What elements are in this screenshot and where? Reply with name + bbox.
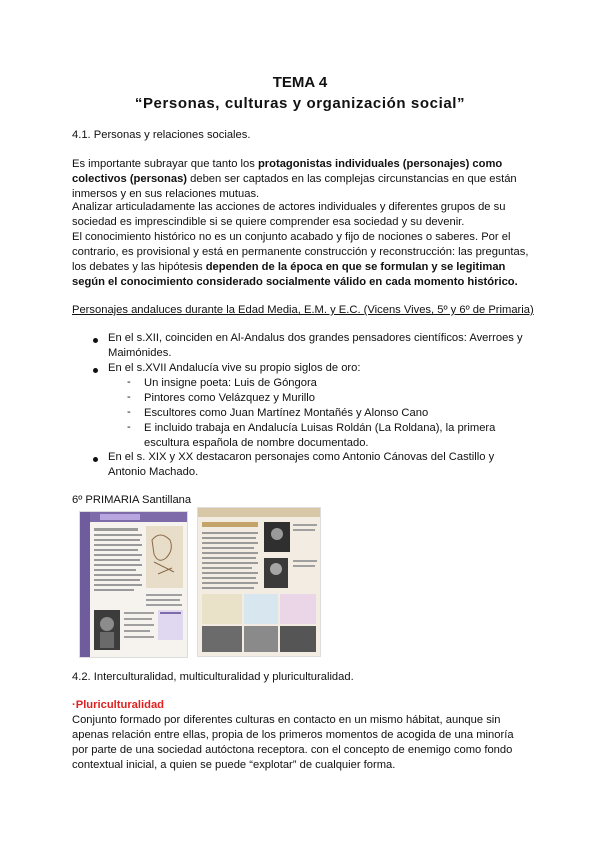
pluriculturalidad-definition: Conjunto formado por diferentes culturas en contacto en un mismo hábitat, aunque sin apenas relación entre ellas, propia de los primeros momentos de acogida de una minoría por parte de una sociedad autóctona receptora. con el concepto de enemigo como fondo contextual inicial, a quien se puede “explotar” de cualquier forma. [72,714,514,771]
subbullet-item-4: E incluido trabaja en Andalucía Luisas Roldán (La Roldana), la primera escultura española de nombre documentado. [144,422,496,449]
paragraph-1 [72,157,532,202]
paragraph-3-bold: dependen de la época en que se formulan y se legitiman según el conocimiento considerado socialmente válido en cada momento histórico. [72,261,518,288]
pluriculturalidad-heading: ·Pluriculturalidad [72,699,164,711]
paragraph-2: Analizar articuladamente las acciones de actores individuales y diferentes grupos de su sociedad es imprescindible si se quiere comprender esa sociedad y su devenir. [72,201,506,228]
subbullet-item-2: Pintores como Velázquez y Murillo [144,392,315,404]
dash-marker: - [127,391,131,403]
section-4-1-heading: 4.1. Personas y relaciones sociales. [72,129,251,141]
paragraph-1-bold: protagonistas individuales (personajes) como colectivos (personas) [72,158,503,185]
bullet-item-3: En el s. XIX y XX destacaron personajes como Antonio Cánovas del Castillo y Antonio Machado. [108,451,495,478]
santillana-label: 6º PRIMARIA Santillana [72,494,192,506]
bullet-dot [93,457,98,462]
paragraph-3-text: El conocimiento histórico no es un conjunto acabado y fijo de nociones o saberes. Por el contrario, es provisional y está en permanente construcción y reconstrucción: las preguntas, los debates y las hipótesis [72,231,529,273]
section-4-2-heading: 4.2. Interculturalidad, multiculturalidad y pluriculturalidad. [72,671,354,683]
textbook-page-image-2 [197,507,321,657]
dash-marker: - [127,421,131,433]
document-subtitle: “Personas, culturas y organización social” [134,95,466,112]
dash-marker: - [127,406,131,418]
dash-marker: - [127,376,131,388]
subbullet-item-3: Escultores como Juan Martínez Montañés y Alonso Cano [144,407,429,419]
paragraph-1-text-a: Es importante subrayar que tanto los [72,158,258,170]
personajes-heading: Personajes andaluces durante la Edad Media, E.M. y E.C. (Vicens Vives, 5º y 6º de Primaria) [72,304,534,316]
bullet-dot [93,368,98,373]
textbook-page-illustration [80,512,187,657]
paragraph-3 [72,230,532,290]
subbullet-item-1: Un insigne poeta: Luis de Góngora [144,377,317,389]
paragraph-1-text-c: deben ser captados en las complejas circunstancias en que están inmersos y en sus relaciones mutuas. [72,173,517,200]
bullet-item-2: En el s.XVII Andalucía vive su propio siglos de oro: [108,362,361,374]
document-title: TEMA 4 [272,74,328,91]
textbook-page-image-1 [79,511,188,658]
bullet-item-1: En el s.XII, coinciden en Al-Andalus dos grandes pensadores científicos: Averroes y Maimónides. [108,332,523,359]
bullet-dot [93,338,98,343]
segunda-republica-page-illustration [198,508,320,656]
